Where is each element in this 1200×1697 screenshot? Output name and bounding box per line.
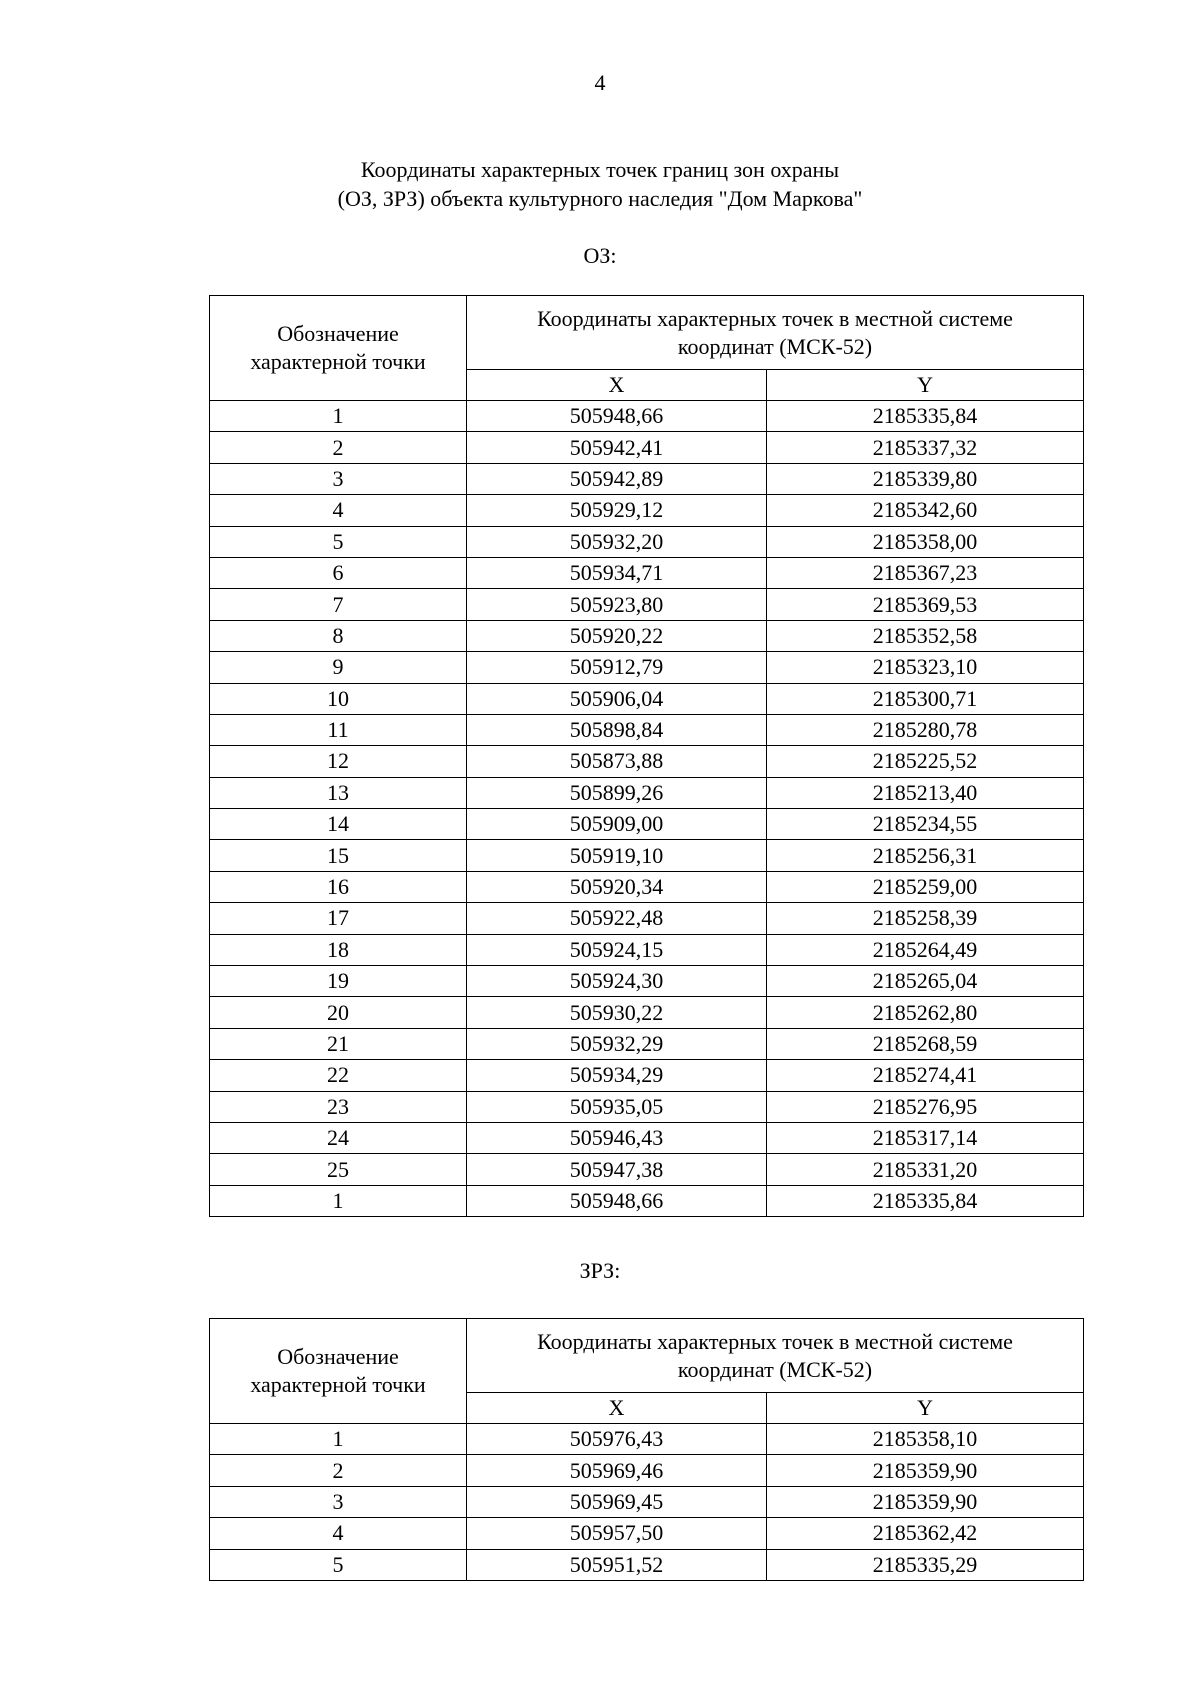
x-column-header: X [467,370,767,401]
document-title-line-1: Координаты характерных точек границ зон охраны [360,157,840,182]
y-column-header: Y [767,1393,1084,1424]
table-row [210,903,1084,934]
table-row [210,1060,1084,1091]
point-cell: 22 [210,1060,467,1091]
y-coordinate-cell: 2185342,60 [767,495,1084,526]
zrz-section-label: ЗРЗ: [579,1258,621,1283]
x-coordinate-cell: 505969,45 [467,1486,767,1517]
x-coordinate-cell: 505942,41 [467,432,767,463]
x-coordinate-cell: 505957,50 [467,1518,767,1549]
table-row [210,432,1084,463]
table-row [210,871,1084,902]
y-coordinate-cell: 2185352,58 [767,620,1084,651]
point-header-line-2: характерной точки [250,1372,426,1397]
table-row [210,526,1084,557]
zrz-coordinates-table [209,1318,1084,1581]
table-row [210,934,1084,965]
point-column-header [210,296,467,401]
x-coordinate-cell: 505920,34 [467,871,767,902]
x-coordinate-cell: 505935,05 [467,1091,767,1122]
point-header-line-2: характерной точки [250,349,426,374]
y-coordinate-cell: 2185331,20 [767,1154,1084,1185]
table-row [210,1091,1084,1122]
x-coordinate-cell: 505899,26 [467,777,767,808]
y-coordinate-cell: 2185339,80 [767,463,1084,494]
y-coordinate-cell: 2185300,71 [767,683,1084,714]
y-coordinate-cell: 2185268,59 [767,1028,1084,1059]
x-coordinate-cell: 505969,46 [467,1455,767,1486]
point-cell: 4 [210,1518,467,1549]
document-title [0,155,1200,213]
y-coordinate-cell: 2185358,10 [767,1424,1084,1455]
x-coordinate-cell: 505947,38 [467,1154,767,1185]
point-cell: 1 [210,1424,467,1455]
y-coordinate-cell: 2185276,95 [767,1091,1084,1122]
y-coordinate-cell: 2185335,84 [767,1185,1084,1216]
y-coordinate-cell: 2185367,23 [767,557,1084,588]
table-row [210,1549,1084,1580]
x-coordinate-cell: 505942,89 [467,463,767,494]
x-coordinate-cell: 505920,22 [467,620,767,651]
table-row [210,495,1084,526]
x-column-header: X [467,1393,767,1424]
point-cell: 13 [210,777,467,808]
y-coordinate-cell: 2185317,14 [767,1122,1084,1153]
x-coordinate-cell: 505919,10 [467,840,767,871]
y-coordinate-cell: 2185262,80 [767,997,1084,1028]
coordinates-column-header [467,296,1084,370]
table-row [210,746,1084,777]
point-cell: 16 [210,871,467,902]
y-coordinate-cell: 2185369,53 [767,589,1084,620]
x-coordinate-cell: 505946,43 [467,1122,767,1153]
table-row [210,401,1084,432]
point-cell: 20 [210,997,467,1028]
y-coordinate-cell: 2185359,90 [767,1486,1084,1517]
oz-table-body [210,401,1084,1217]
page-number: 4 [594,70,606,95]
coordinates-header-line-2: координат (МСК-52) [677,333,873,359]
coordinates-header-line-1: Координаты характерных точек в местной системе [537,1328,1013,1354]
x-coordinate-cell: 505932,20 [467,526,767,557]
table-row [210,777,1084,808]
point-cell: 3 [210,1486,467,1517]
x-coordinate-cell: 505922,48 [467,903,767,934]
table-row [210,1424,1084,1455]
point-cell: 8 [210,620,467,651]
table-row [210,463,1084,494]
y-coordinate-cell: 2185362,42 [767,1518,1084,1549]
point-cell: 21 [210,1028,467,1059]
table-row [210,1455,1084,1486]
point-cell: 24 [210,1122,467,1153]
y-coordinate-cell: 2185256,31 [767,840,1084,871]
point-column-header [210,1319,467,1424]
point-cell: 7 [210,589,467,620]
y-coordinate-cell: 2185259,00 [767,871,1084,902]
point-cell: 23 [210,1091,467,1122]
table-row [210,1486,1084,1517]
x-coordinate-cell: 505976,43 [467,1424,767,1455]
point-cell: 14 [210,809,467,840]
point-cell: 5 [210,1549,467,1580]
oz-section-label: ОЗ: [583,243,617,268]
point-header-line-1: Обозначение [277,1344,399,1369]
x-coordinate-cell: 505951,52 [467,1549,767,1580]
point-cell: 15 [210,840,467,871]
point-cell: 10 [210,683,467,714]
coordinates-column-header [467,1319,1084,1393]
zrz-table-body [210,1424,1084,1581]
point-cell: 3 [210,463,467,494]
y-coordinate-cell: 2185265,04 [767,966,1084,997]
y-coordinate-cell: 2185280,78 [767,714,1084,745]
coordinates-header-line-2: координат (МСК-52) [677,1356,873,1382]
y-coordinate-cell: 2185234,55 [767,809,1084,840]
x-coordinate-cell: 505934,71 [467,557,767,588]
y-coordinate-cell: 2185337,32 [767,432,1084,463]
y-coordinate-cell: 2185359,90 [767,1455,1084,1486]
point-cell: 19 [210,966,467,997]
table-row [210,1028,1084,1059]
table-row [210,1122,1084,1153]
point-cell: 18 [210,934,467,965]
y-coordinate-cell: 2185274,41 [767,1060,1084,1091]
x-coordinate-cell: 505948,66 [467,401,767,432]
point-cell: 1 [210,401,467,432]
point-cell: 5 [210,526,467,557]
table-row [210,966,1084,997]
x-coordinate-cell: 505912,79 [467,652,767,683]
table-row [210,1518,1084,1549]
x-coordinate-cell: 505873,88 [467,746,767,777]
y-coordinate-cell: 2185335,84 [767,401,1084,432]
point-cell: 6 [210,557,467,588]
y-coordinate-cell: 2185258,39 [767,903,1084,934]
table-row [210,1185,1084,1216]
document-title-line-2: (ОЗ, ЗРЗ) объекта культурного наследия "Дом Маркова" [337,186,863,211]
x-coordinate-cell: 505906,04 [467,683,767,714]
x-coordinate-cell: 505924,30 [467,966,767,997]
point-cell: 2 [210,432,467,463]
x-coordinate-cell: 505932,29 [467,1028,767,1059]
y-coordinate-cell: 2185213,40 [767,777,1084,808]
table-row [210,589,1084,620]
table-row [210,1154,1084,1185]
point-cell: 2 [210,1455,467,1486]
y-coordinate-cell: 2185264,49 [767,934,1084,965]
table-row [210,620,1084,651]
table-row [210,683,1084,714]
x-coordinate-cell: 505898,84 [467,714,767,745]
x-coordinate-cell: 505934,29 [467,1060,767,1091]
table-row [210,714,1084,745]
y-coordinate-cell: 2185225,52 [767,746,1084,777]
y-coordinate-cell: 2185323,10 [767,652,1084,683]
y-coordinate-cell: 2185358,00 [767,526,1084,557]
table-row [210,997,1084,1028]
x-coordinate-cell: 505924,15 [467,934,767,965]
point-cell: 25 [210,1154,467,1185]
table-row [210,652,1084,683]
oz-coordinates-table [209,295,1084,1217]
y-coordinate-cell: 2185335,29 [767,1549,1084,1580]
point-cell: 9 [210,652,467,683]
table-row [210,809,1084,840]
point-cell: 12 [210,746,467,777]
table-row [210,840,1084,871]
x-coordinate-cell: 505929,12 [467,495,767,526]
point-header-line-1: Обозначение [277,321,399,346]
coordinates-header-line-1: Координаты характерных точек в местной системе [537,305,1013,331]
x-coordinate-cell: 505923,80 [467,589,767,620]
x-coordinate-cell: 505909,00 [467,809,767,840]
point-cell: 1 [210,1185,467,1216]
table-row [210,557,1084,588]
y-column-header: Y [767,370,1084,401]
x-coordinate-cell: 505930,22 [467,997,767,1028]
point-cell: 11 [210,714,467,745]
point-cell: 17 [210,903,467,934]
point-cell: 4 [210,495,467,526]
x-coordinate-cell: 505948,66 [467,1185,767,1216]
